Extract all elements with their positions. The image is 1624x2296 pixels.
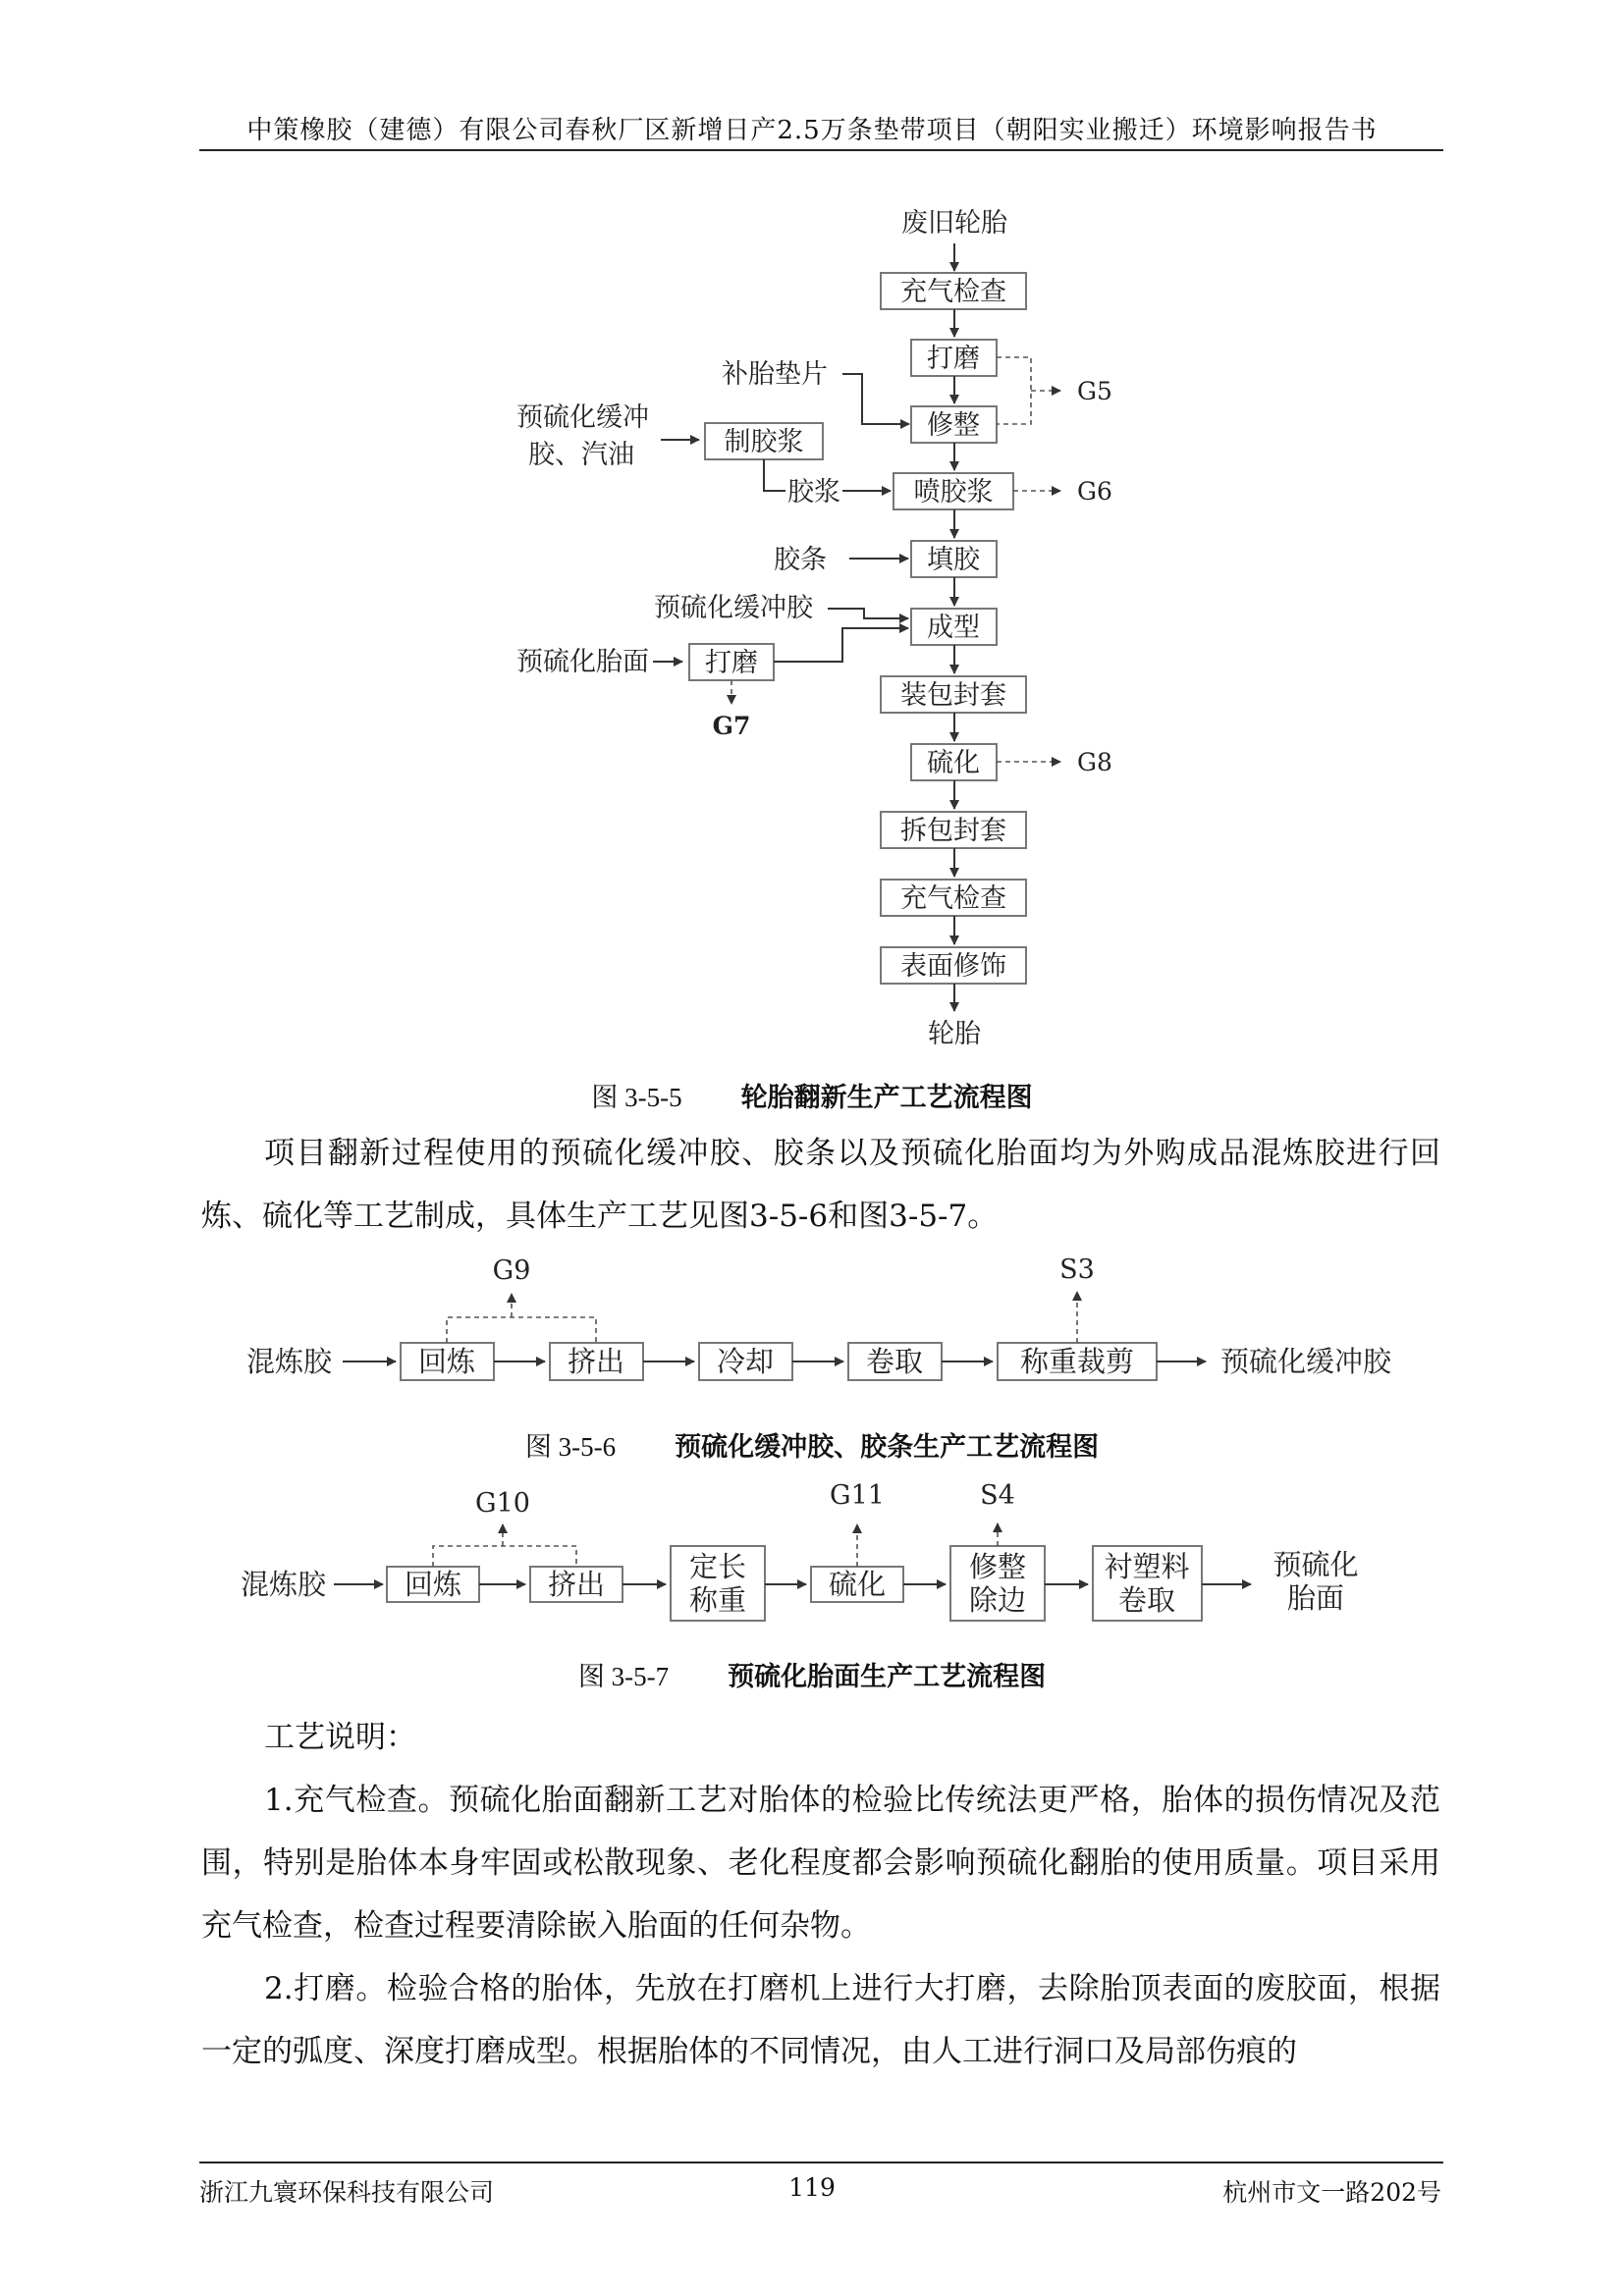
f1-step-7	[881, 676, 1026, 713]
figure3-caption-title: 预硫化胎面生产工艺流程图	[728, 1662, 1047, 1692]
f1-tread-grind-box	[689, 644, 774, 680]
f3-step-5	[950, 1546, 1045, 1621]
f1-emission-g5: G5	[1077, 377, 1112, 405]
svg-text:回炼: 回炼	[417, 1345, 476, 1378]
svg-text:卷取: 卷取	[865, 1345, 924, 1378]
figure3-caption	[0, 1655, 1624, 1693]
svg-text:挤出: 挤出	[547, 1568, 606, 1601]
svg-text:冷却: 冷却	[716, 1345, 775, 1378]
f1-step-4	[893, 473, 1013, 509]
svg-text:挤出: 挤出	[567, 1345, 625, 1378]
svg-text:修整: 修整	[927, 410, 980, 441]
f1-cement-label: 胶浆	[787, 477, 840, 507]
page-number: 119	[788, 2173, 836, 2202]
header-rule	[199, 149, 1443, 151]
f1-step-11	[881, 947, 1026, 984]
svg-text:修整: 修整	[968, 1550, 1027, 1583]
f1-buffer-label: 预硫化缓冲胶	[654, 593, 813, 623]
svg-text:衬塑料: 衬塑料	[1104, 1550, 1190, 1583]
f3-emission-g10: G10	[475, 1488, 530, 1519]
page-header: 中策橡胶（建德）有限公司春秋厂区新增日产2.5万条垫带项目（朝阳实业搬迁）环境影响报告书	[246, 116, 1378, 145]
step2-paragraph: 2.打磨。检验合格的胎体，先放在打磨机上进行大打磨，去除胎顶表面的废胶面，根据一定的弧度、深度打磨成型。根据胎体的不同情况，由人工进行洞口及局部伤痕的	[201, 1971, 1440, 2069]
f2-step-5	[998, 1343, 1157, 1380]
figure2-caption-num: 图 3-5-6	[524, 1432, 617, 1462]
svg-text:表面修饰: 表面修饰	[900, 951, 1006, 982]
f1-step-6	[911, 609, 997, 645]
f2-step-3	[699, 1343, 792, 1380]
tire-retread-flowchart	[0, 187, 1624, 1227]
f1-step-10	[881, 880, 1026, 916]
f2-output: 预硫化缓冲胶	[1220, 1345, 1392, 1378]
process-heading: 工艺说明：	[264, 1720, 416, 1755]
svg-text:定长: 定长	[688, 1550, 747, 1583]
svg-text:除边: 除边	[968, 1583, 1027, 1617]
figure1-caption-num: 图 3-5-5	[591, 1083, 682, 1112]
f1-step-9	[881, 812, 1026, 848]
f3-step-2	[530, 1567, 623, 1602]
f1-step-3	[911, 406, 997, 443]
f3-step-1	[387, 1567, 479, 1602]
precured-tread-flowchart	[0, 1472, 1624, 1639]
f1-input: 废旧轮胎	[901, 208, 1007, 239]
svg-text:成型: 成型	[927, 613, 980, 643]
intro-paragraph: 项目翻新过程使用的预硫化缓冲胶、胶条以及预硫化胎面均为外购成品混炼胶进行回炼、硫化等工艺制成，具体生产工艺见图3-5-6和图3-5-7。	[201, 1136, 1440, 1234]
f1-step-1	[881, 273, 1026, 309]
f1-step-8	[911, 744, 997, 780]
f1-emission-g7: G7	[712, 712, 751, 740]
f2-step-1	[401, 1343, 494, 1380]
f3-output-line2: 胎面	[1286, 1581, 1345, 1615]
f3-emission-s4: S4	[980, 1480, 1015, 1511]
f3-step-6	[1093, 1546, 1202, 1621]
svg-text:称重: 称重	[688, 1583, 747, 1617]
f2-input: 混炼胶	[246, 1345, 333, 1378]
f3-step-4	[811, 1567, 903, 1602]
svg-text:制胶浆: 制胶浆	[724, 427, 804, 457]
figure2-caption	[0, 1425, 1624, 1464]
footer-address: 杭州市文一路202号	[1222, 2178, 1441, 2207]
f1-patch-label: 补胎垫片	[722, 359, 828, 390]
f1-strip-label: 胶条	[774, 545, 827, 575]
f1-buffer-line2: 胶、汽油	[528, 440, 634, 470]
svg-text:填胶: 填胶	[927, 545, 980, 575]
svg-text:充气检查: 充气检查	[900, 277, 1006, 307]
svg-text:打磨: 打磨	[927, 344, 980, 374]
f1-step-5	[911, 541, 997, 577]
figure1-caption	[0, 1076, 1624, 1114]
f1-buffer-line1: 预硫化缓冲	[516, 402, 649, 433]
f1-emission-g8: G8	[1077, 748, 1112, 776]
footer-company: 浙江九寰环保科技有限公司	[199, 2178, 495, 2207]
figure3-caption-num: 图 3-5-7	[577, 1662, 670, 1691]
svg-text:卷取: 卷取	[1117, 1583, 1176, 1617]
svg-text:充气检查: 充气检查	[900, 883, 1006, 914]
f3-emission-g11: G11	[830, 1480, 885, 1511]
figure1-caption-title: 轮胎翻新生产工艺流程图	[740, 1083, 1033, 1113]
step1-paragraph: 1.充气检查。预硫化胎面翻新工艺对胎体的检验比传统法更严格，胎体的损伤情况及范围，特别是胎体本身牢固或松散现象、老化程度都会影响预硫化翻胎的使用质量。项目采用充气检查，检查过程要清除嵌入胎面的任何杂物。	[201, 1783, 1440, 1944]
f1-cement-box	[705, 423, 823, 459]
svg-text:硫化: 硫化	[927, 748, 980, 778]
figure2-caption-title: 预硫化缓冲胶、胶条生产工艺流程图	[675, 1432, 1100, 1463]
f3-input: 混炼胶	[241, 1568, 327, 1601]
f2-step-2	[550, 1343, 643, 1380]
f1-tread-label: 预硫化胎面	[516, 647, 649, 677]
footer-rule	[199, 2162, 1443, 2163]
svg-text:回炼: 回炼	[404, 1568, 462, 1601]
f1-output: 轮胎	[928, 1019, 981, 1049]
svg-text:装包封套: 装包封套	[900, 680, 1006, 711]
f2-emission-g9: G9	[492, 1255, 531, 1286]
svg-text:称重裁剪: 称重裁剪	[1019, 1345, 1135, 1378]
f3-step-3	[671, 1546, 765, 1621]
f2-emission-s3: S3	[1059, 1255, 1095, 1285]
svg-text:拆包封套: 拆包封套	[900, 816, 1006, 846]
svg-text:打磨: 打磨	[705, 648, 758, 678]
svg-text:喷胶浆: 喷胶浆	[913, 477, 994, 507]
f1-emission-g6: G6	[1077, 477, 1112, 506]
f2-step-4	[848, 1343, 942, 1380]
f3-output-line1: 预硫化	[1272, 1548, 1359, 1581]
f1-step-2	[911, 340, 997, 376]
svg-text:硫化: 硫化	[828, 1568, 887, 1601]
buffer-rubber-flowchart	[0, 1247, 1624, 1404]
